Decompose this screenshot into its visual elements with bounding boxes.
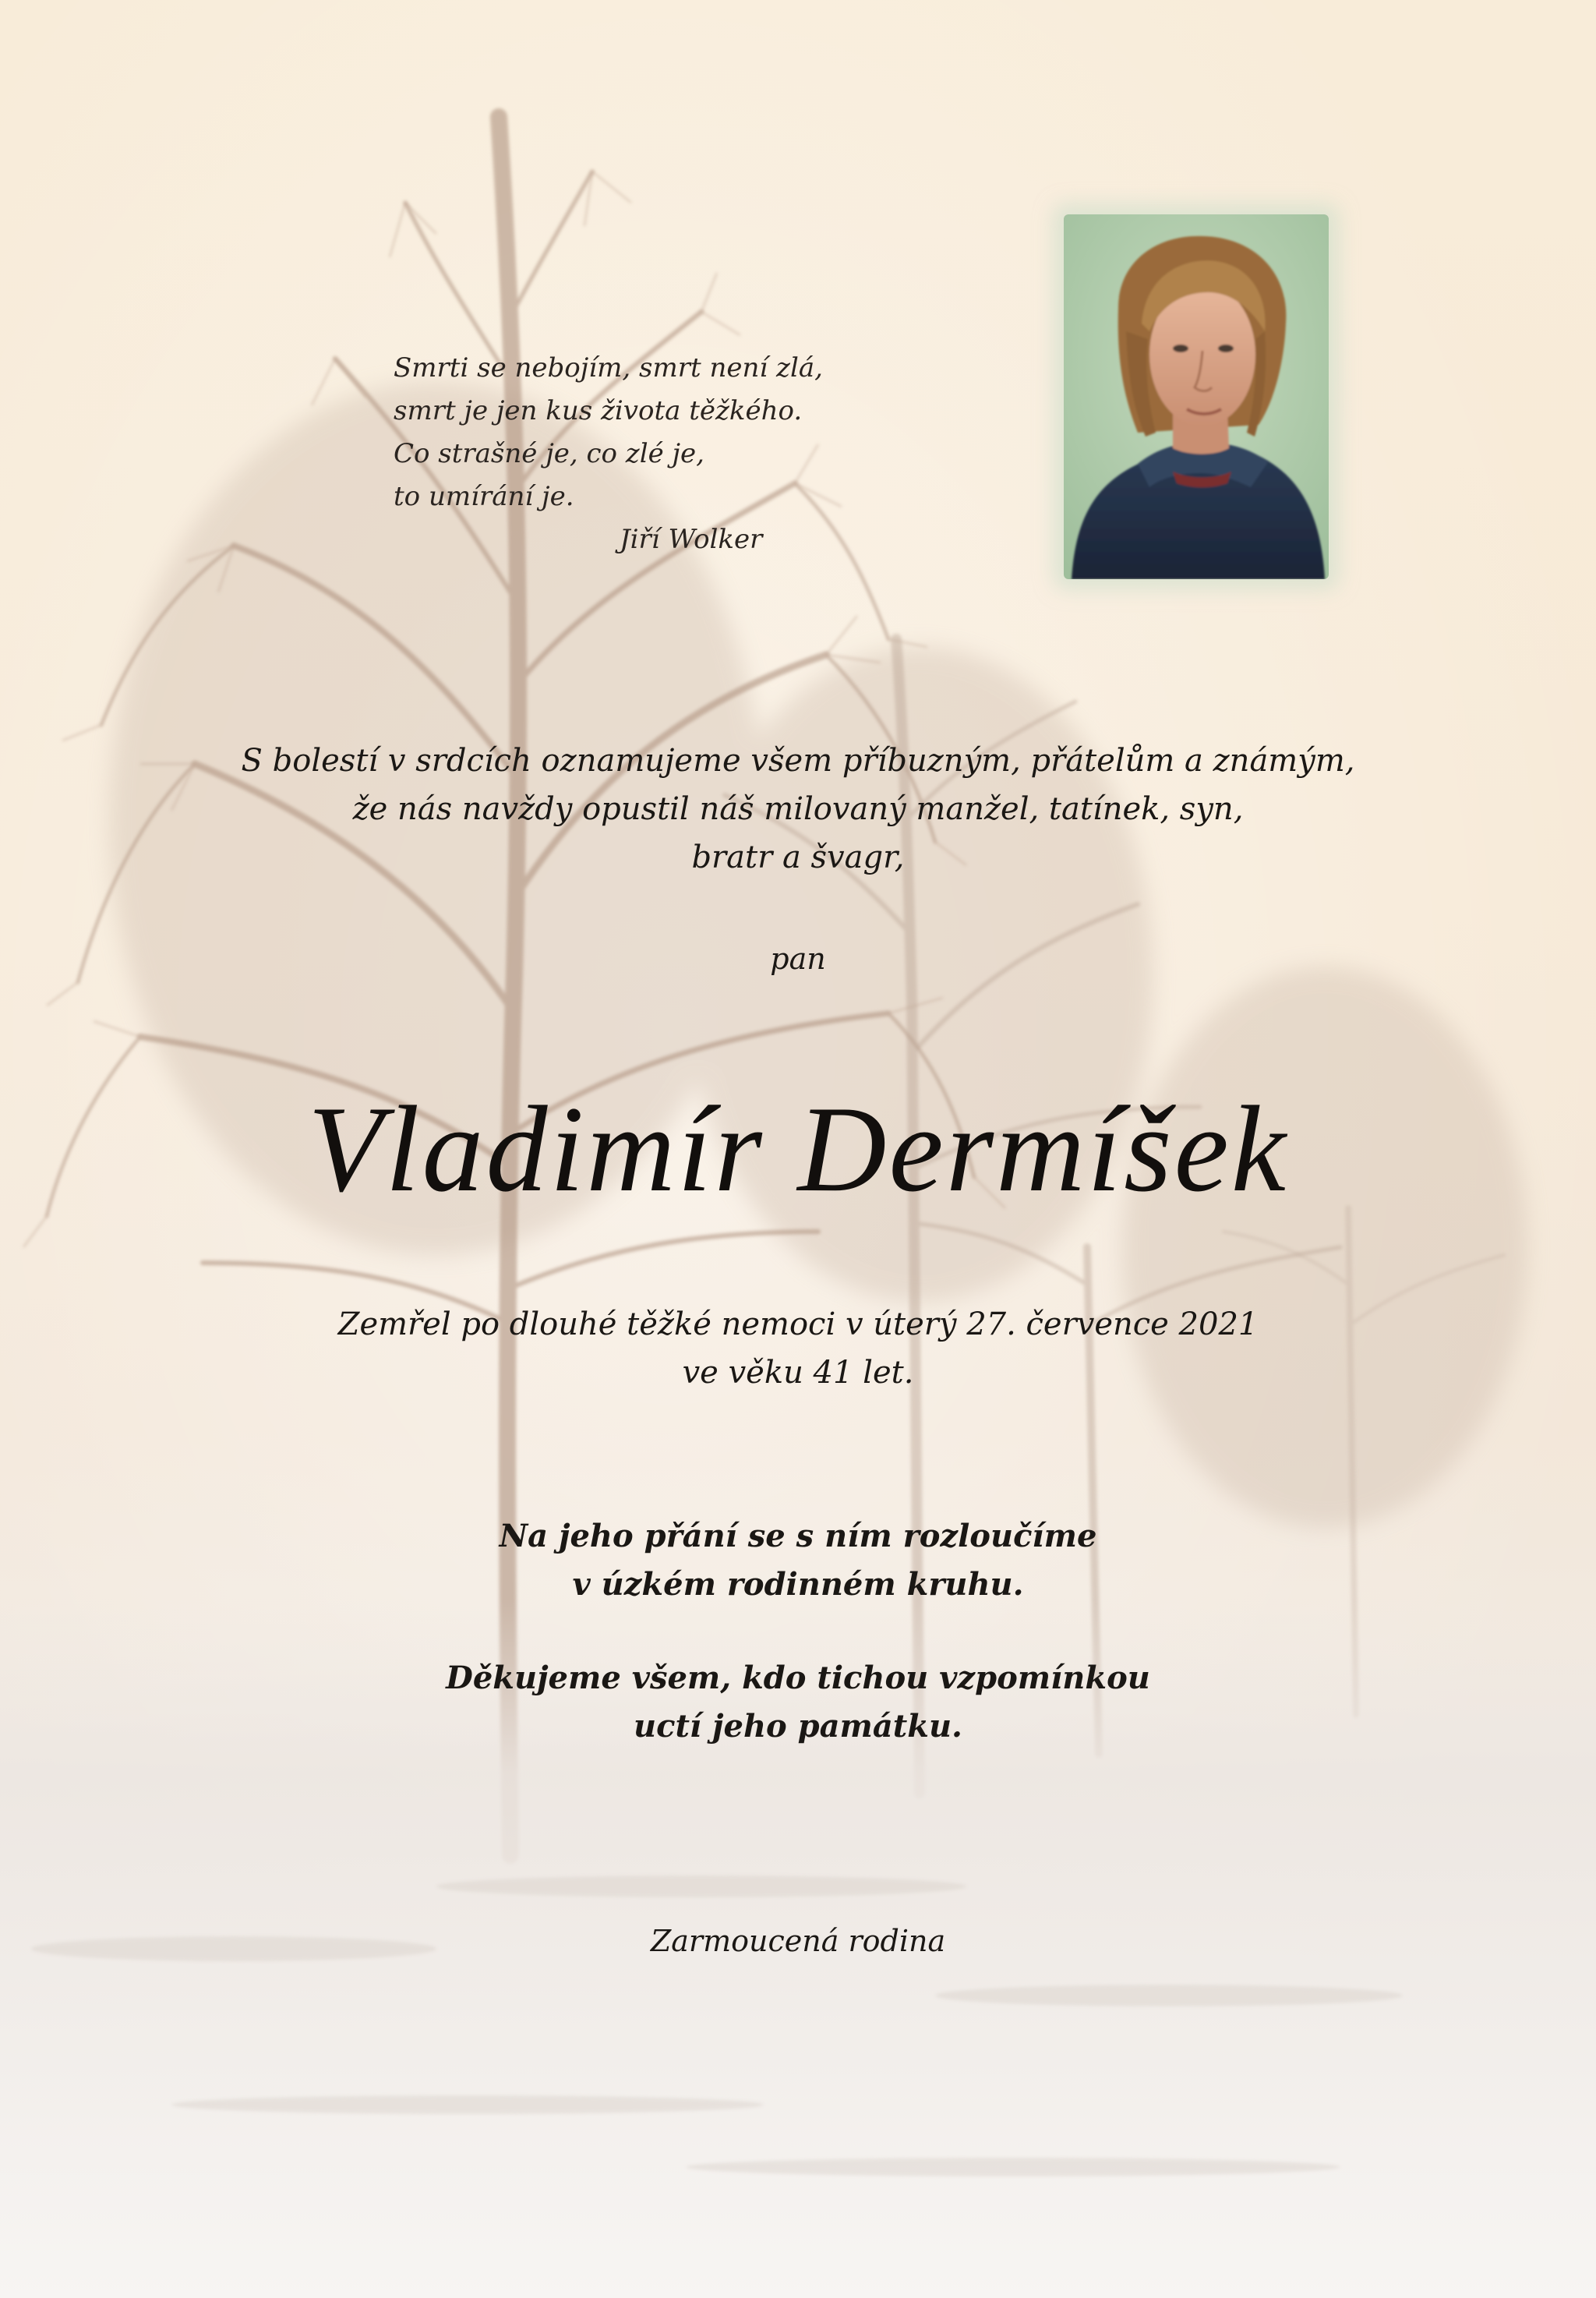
announcement-line: bratr a švagr, xyxy=(691,840,905,875)
portrait-image xyxy=(1064,214,1329,579)
farewell-line: Na jeho přání se s ním rozloučíme xyxy=(499,1518,1097,1554)
honorific: pan xyxy=(770,942,826,976)
poem-line: to umírání je. xyxy=(394,481,574,512)
death-line: ve věku 41 let. xyxy=(682,1355,914,1391)
announcement-line: S bolestí v srdcích oznamujeme všem příbuzným, přátelům a známým, xyxy=(241,743,1355,779)
thanks-line: uctí jeho památku. xyxy=(634,1708,962,1745)
announcement-text xyxy=(0,737,1596,882)
poem-line: Co strašné je, co zlé je, xyxy=(394,438,704,469)
poem-line: Smrti se nebojím, smrt není zlá, xyxy=(394,352,823,384)
poem-line: smrt je jen kus života těžkého. xyxy=(394,395,803,426)
death-line: Zemřel po dlouhé těžké nemoci v úterý 27. července 2021 xyxy=(337,1306,1259,1342)
announcement-line: že nás navždy opustil náš milovaný manžel, tatínek, syn, xyxy=(352,791,1244,827)
thanks-note xyxy=(0,1654,1596,1751)
poem-quote xyxy=(394,347,939,561)
farewell-note xyxy=(0,1512,1596,1609)
deceased-name: Vladimír Dermíšek xyxy=(308,1081,1288,1218)
family-signature: Zarmoucená rodina xyxy=(650,1924,946,1958)
poem-author: Jiří Wolker xyxy=(620,524,763,555)
death-details xyxy=(0,1300,1596,1397)
farewell-line: v úzkém rodinném kruhu. xyxy=(572,1566,1024,1603)
thanks-line: Děkujeme všem, kdo tichou vzpomínkou xyxy=(446,1660,1150,1696)
portrait-photo xyxy=(1064,214,1329,579)
